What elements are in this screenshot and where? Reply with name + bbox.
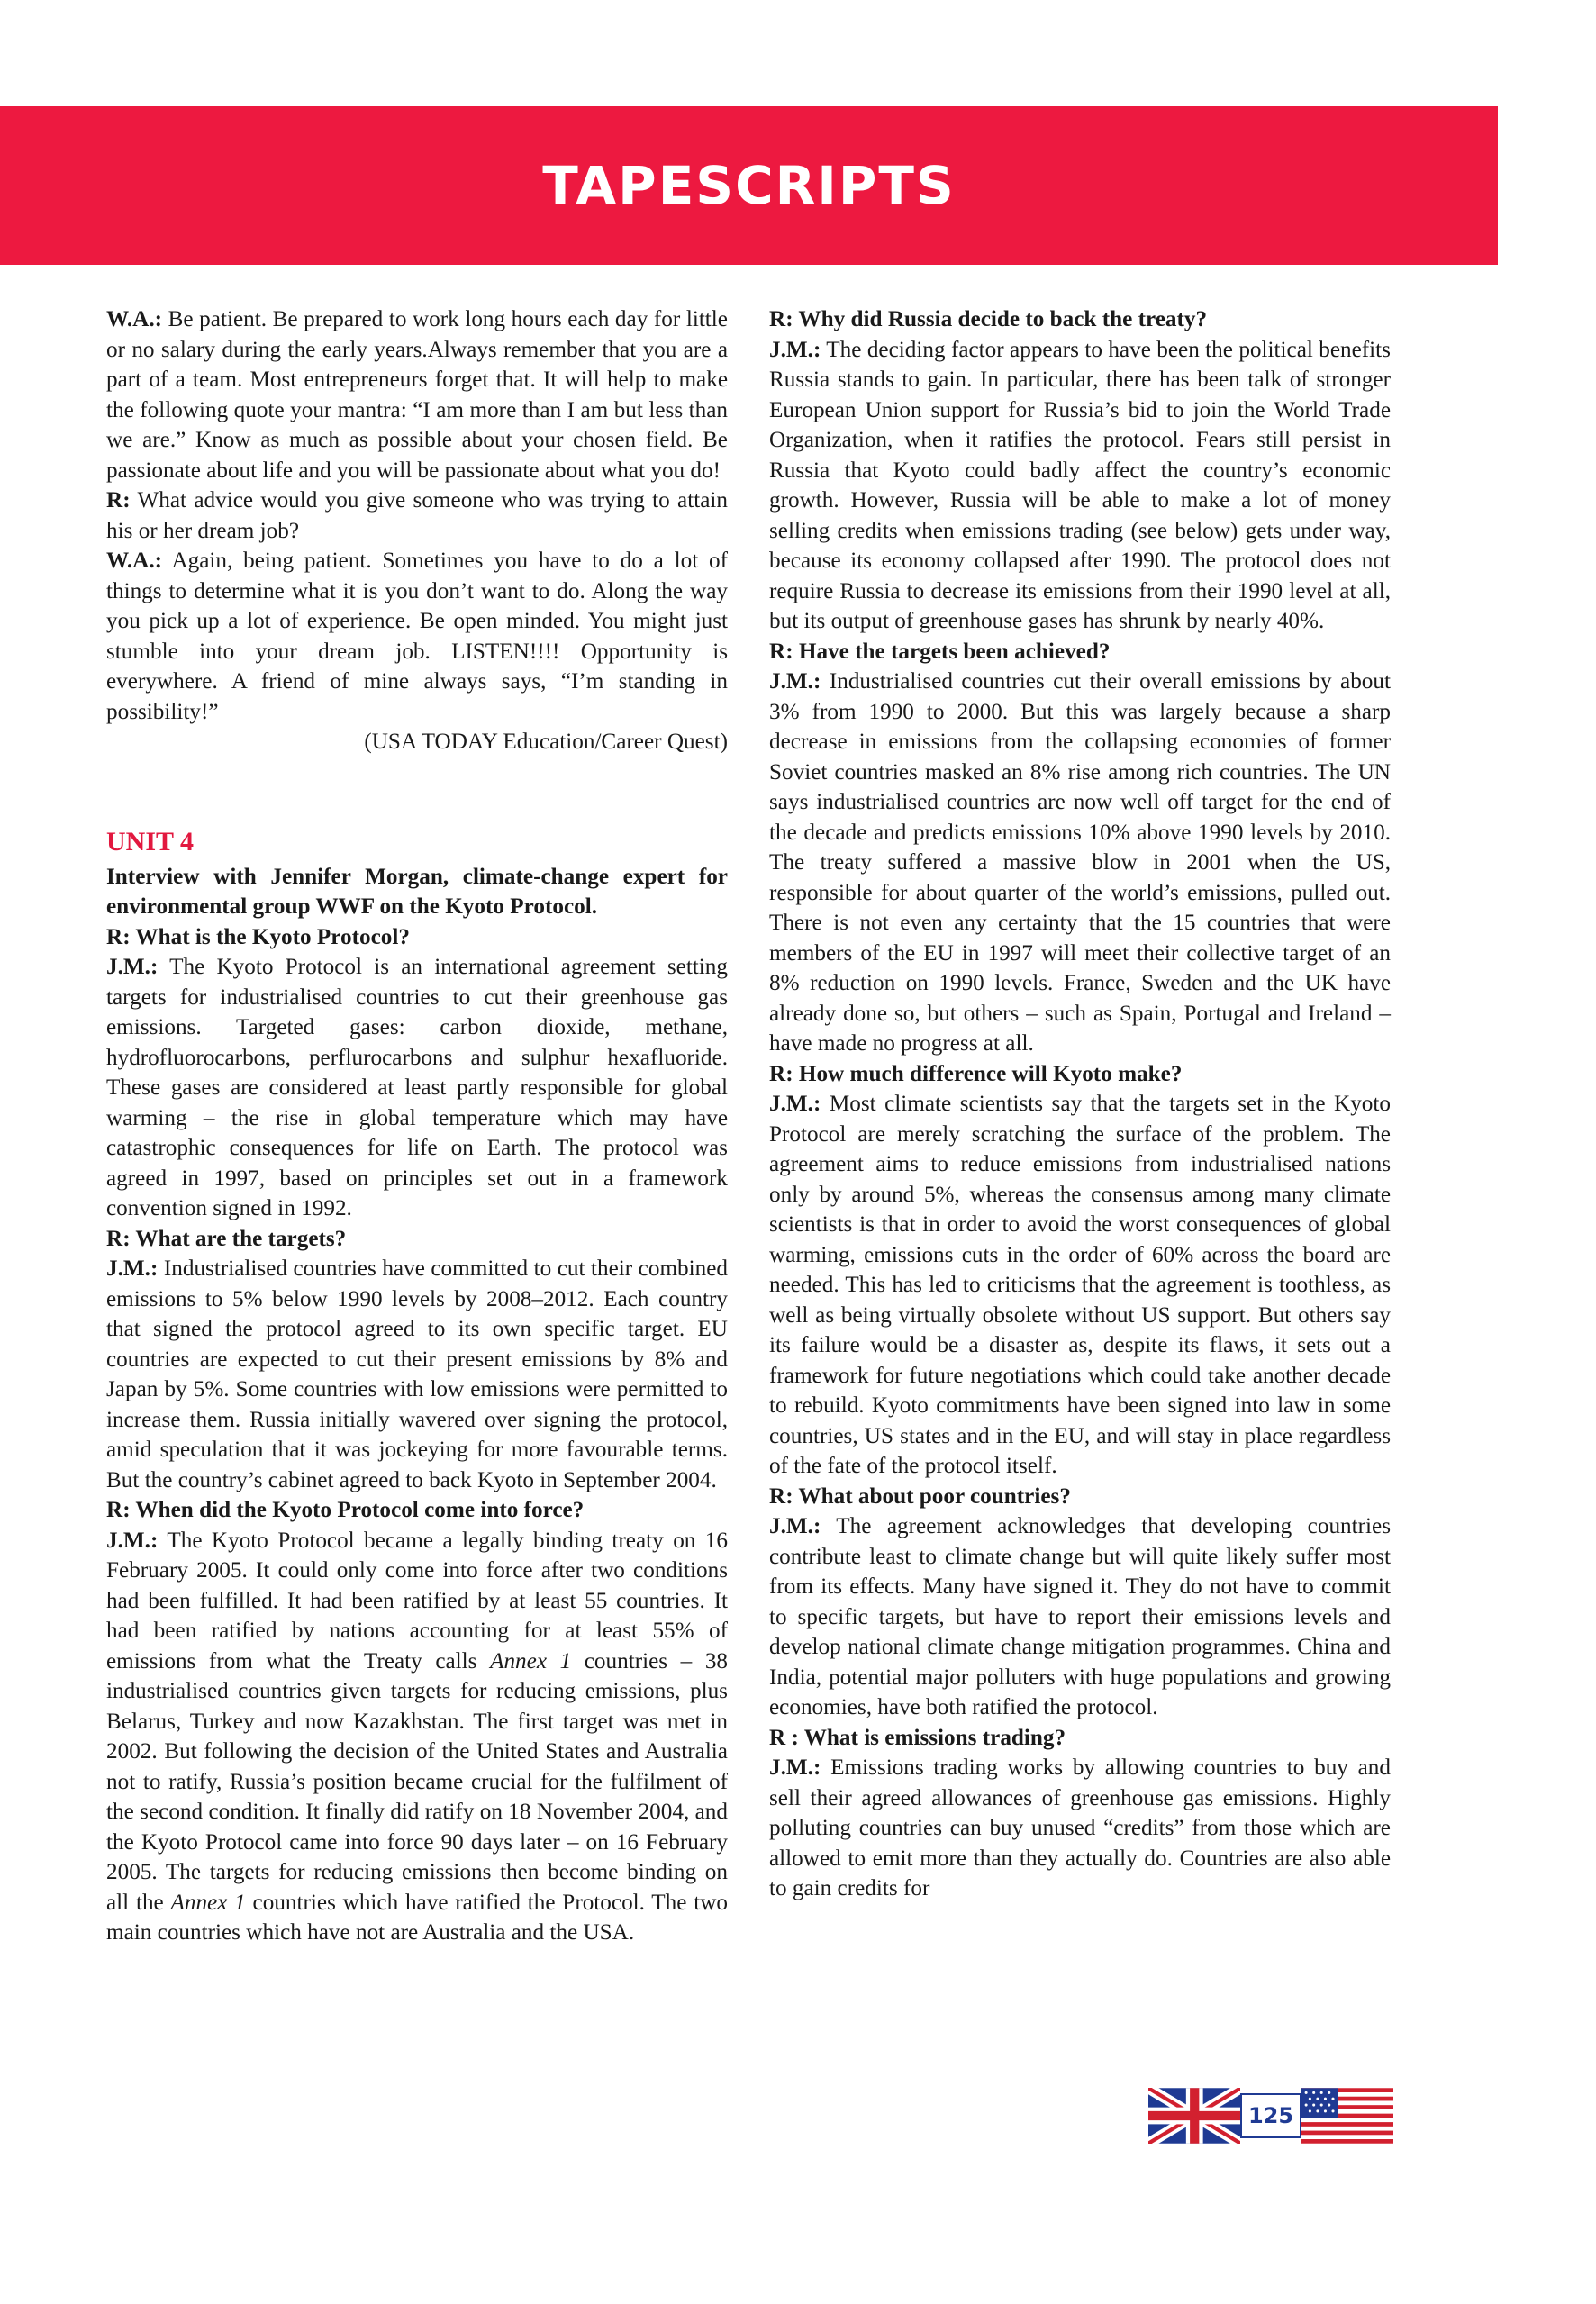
- answer: [769, 335, 1391, 637]
- answer-text: countries which have ratified the Protocol. The two main countries which have not are Australia and the USA.: [106, 1890, 728, 1945]
- us-flag-icon: [1301, 2088, 1393, 2144]
- question: R: How much difference will Kyoto make?: [769, 1061, 1183, 1086]
- question: R : What is emissions trading?: [769, 1725, 1066, 1750]
- answer: [106, 1254, 728, 1495]
- speaker-label: W.A.:: [106, 549, 163, 573]
- interview-intro: Interview with Jennifer Morgan, climate-change expert for environmental group WWF on the Kyoto Protocol.: [106, 864, 728, 919]
- speaker-label: W.A.:: [106, 307, 163, 331]
- paragraph: [106, 304, 728, 485]
- speaker-label: J.M.:: [769, 1092, 821, 1116]
- question: R: What are the targets?: [106, 1226, 347, 1251]
- question: R: What about poor countries?: [769, 1483, 1071, 1509]
- speaker-label: R:: [106, 488, 131, 513]
- uk-flag-icon: [1148, 2088, 1240, 2144]
- answer: [769, 1089, 1391, 1482]
- paragraph-text: Again, being patient. Sometimes you have to do a lot of things to determine what it is you don’t want to do. Along the way you pick up a lot of experience. Be open minded. You might just stumble into your dream job. LISTEN!!!! Opportunity is everywhere. A friend of mine always says, “I’m standing in possibility!”: [106, 549, 728, 724]
- speaker-label: J.M.:: [106, 955, 159, 979]
- annex-term: Annex 1: [170, 1890, 246, 1915]
- answer-text: Industrialised countries cut their overall emissions by about 3% from 1990 to 2000. But this was largely because a sharp decrease in emissions from the collapsing economies of former Soviet countries masked an 8% rise among rich countries. The UN says industrialised countries are now well off target for the end of the decade and predicts emissions 10% above 1990 levels by 2010. The treaty suffered a massive blow in 2001 when the US, responsible for about quarter of the world’s emissions, pulled out. There is not even any certainty that the 15 countries that were members of the EU in 1997 will meet their collective target of an 8% reduction on 1990 levels. France, Sweden and the UK have already done so, but others – such as Spain, Portugal and Ireland – have made no progress at all.: [769, 669, 1391, 1056]
- answer-text: The Kyoto Protocol is an international agreement setting targets for industrialised countries to cut their greenhouse gas emissions. Targeted gases: carbon dioxide, methane, hydrofluorocarbons, perflurocarbons and sulphur hexafluoride. These gases are considered at least partly responsible for global warming – the rise in global temperature which may have catastrophic consequences for life on Earth. The protocol was agreed in 1997, based on principles set out in a framework convention signed in 1992.: [106, 955, 728, 1220]
- answer-text: Industrialised countries have committed to cut their combined emissions to 5% below 1990 levels by 2008–2012. Each country that signed the protocol agreed to its own specific target. EU countries are expected to cut their present emissions by 8% and Japan by 5%. Some countries with low emissions were permitted to increase them. Russia initially wavered over signing the protocol, amid speculation that it was jockeying for more favourable terms. But the country’s cabinet agreed to back Kyoto in September 2004.: [106, 1256, 728, 1492]
- answer-text: The Kyoto Protocol became a legally binding treaty on 16 February 2005. It could only come into force after two conditions had been fulfilled. It had been ratified by at least 55 countries. It had been ratified by nations accounting for at least 55% of emissions from what the Treaty calls: [106, 1528, 728, 1674]
- answer-text: countries – 38 industrialised countries given targets for reducing emissions, plus Belarus, Turkey and now Kazakhstan. The first target was met in 2002. But following the decision of the United States and Australia not to ratify, Russia’s position became crucial for the fulfilment of the second condition. It finally did ratify on 18 November 2004, and the Kyoto Protocol came into force 90 days later – on 16 February 2005. The targets for reducing emissions then become binding on all the: [106, 1648, 729, 1915]
- speaker-label: J.M.:: [106, 1528, 159, 1553]
- paragraph-text: Be patient. Be prepared to work long hours each day for little or no salary during the early years.Always remember that you are a part of a team. Most entrepreneurs forget that. It will help to make the following quote your mantra: “I am more than I am but less than we are.” Know as much as possible about your chosen field. Be passionate about life and you will be passionate about what you do!: [106, 307, 728, 483]
- answer: [106, 952, 728, 1224]
- page-title: TAPESCRIPTS: [542, 155, 956, 216]
- answer: [769, 667, 1391, 1059]
- source-citation: (USA TODAY Education/Career Quest): [364, 730, 728, 754]
- page-number: 125: [1240, 2093, 1301, 2138]
- answer-text: The agreement acknowledges that developing countries contribute least to climate change but will quite likely suffer most from its effects. Many have signed it. They do not have to commit to specific targets, but have to report their emissions levels and develop national climate change mitigation programmes. China and India, potential major polluters with huge populations and growing economies, have both ratified the protocol.: [769, 1514, 1391, 1719]
- question: R: When did the Kyoto Protocol come into force?: [106, 1498, 585, 1522]
- annex-term: Annex 1: [490, 1648, 572, 1674]
- answer: [769, 1753, 1391, 1904]
- paragraph-text: What advice would you give someone who was trying to attain his or her dream job?: [106, 488, 728, 543]
- header-banner: [0, 106, 1498, 265]
- question: R: Have the targets been achieved?: [769, 639, 1111, 664]
- right-column: [769, 304, 1391, 1904]
- answer-text: Most climate scientists say that the targets set in the Kyoto Protocol are merely scratching the surface of the problem. The agreement aims to reduce emissions from industrialised nations only by around 5%, whereas the consensus among many climate scientists is that in order to avoid the worst consequences of global warming, emissions cuts in the order of 60% across the board are needed. This has led to criticisms that the agreement is toothless, as well as being virtually obsolete without US support. But others say its failure would be a disaster as, despite its flaws, it sets out a framework for future negotiations which could take another decade to rebuild. Kyoto commitments have been signed into law in some countries, US states and in the EU, and will stay in place regardless of the fate of the protocol itself.: [769, 1092, 1391, 1478]
- page-number-badge: [1148, 2088, 1393, 2144]
- speaker-label: J.M.:: [769, 337, 821, 362]
- speaker-label: J.M.:: [769, 1514, 821, 1538]
- speaker-label: J.M.:: [769, 669, 821, 694]
- speaker-label: J.M.:: [106, 1256, 159, 1281]
- paragraph: [106, 546, 728, 727]
- answer: [769, 1511, 1391, 1723]
- answer: [106, 1526, 728, 1948]
- unit-heading: UNIT 4: [106, 826, 194, 857]
- speaker-label: J.M.:: [769, 1755, 821, 1780]
- question: R: What is the Kyoto Protocol?: [106, 924, 410, 949]
- left-column: [106, 304, 728, 1948]
- answer-text: The deciding factor appears to have been the political benefits Russia stands to gain. In particular, there has been talk of stronger European Union support for Russia’s bid to join the World Trade Organization, when it ratifies the protocol. Fears still persist in Russia that Kyoto could badly affect the country’s economic growth. However, Russia will be able to make a lot of money selling credits when emissions trading (see below) gets under way, because its economy collapsed after 1990. The protocol does not require Russia to decrease its emissions from their 1990 level at all, but its output of greenhouse gases has shrunk by nearly 40%.: [769, 337, 1391, 633]
- question: R: Why did Russia decide to back the treaty?: [769, 307, 1208, 331]
- answer-text: Emissions trading works by allowing countries to buy and sell their agreed allowances of greenhouse gas emissions. Highly polluting countries can buy unused “credits” from those which are allowed to emit more than they actually do. Countries are also able to gain credits for: [769, 1755, 1391, 1900]
- paragraph: [106, 485, 728, 546]
